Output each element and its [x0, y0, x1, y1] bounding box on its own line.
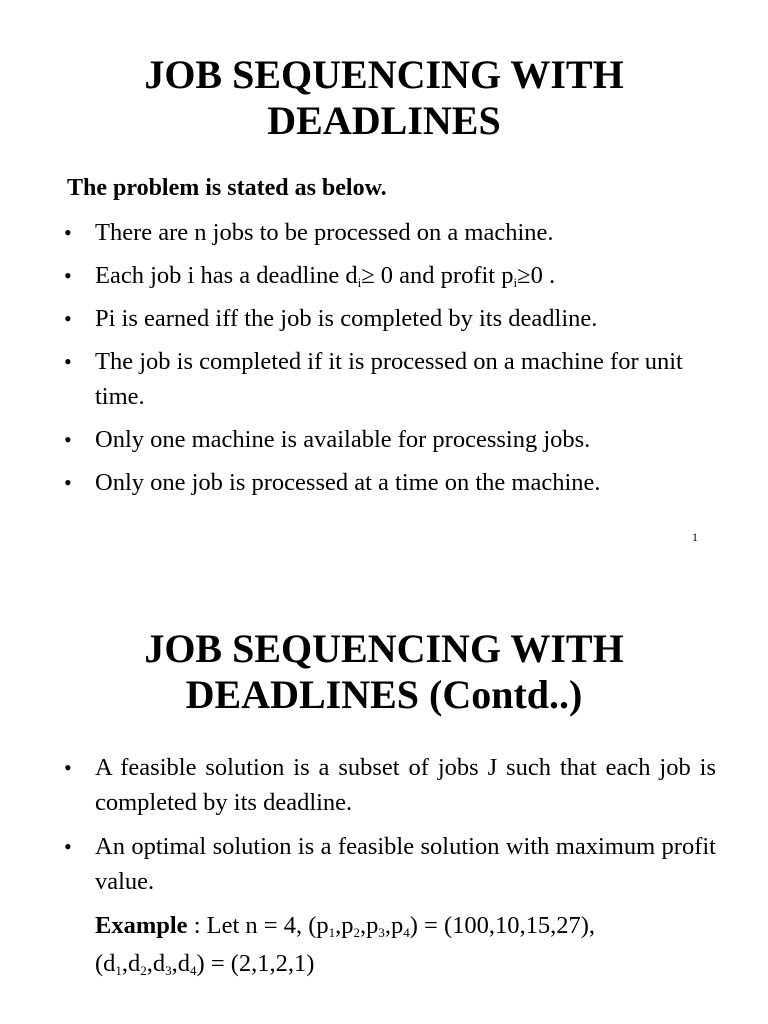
list-item	[62, 215, 716, 250]
problem-intro: The problem is stated as below.	[67, 175, 387, 201]
p-subscript: 2	[353, 925, 360, 940]
list-item	[62, 344, 716, 414]
list-item	[62, 750, 716, 820]
bullet-text: Only one machine is available for processing jobs.	[95, 426, 591, 453]
slide-2	[0, 512, 768, 1024]
example-label: Example	[95, 912, 188, 939]
slide-2-title	[0, 626, 768, 718]
bullet-text: An optimal solution is a feasible solution with maximum profit value.	[95, 833, 716, 895]
bullet-icon: •	[64, 834, 72, 859]
solution-bullet-list	[62, 750, 716, 908]
comma: ,	[360, 912, 367, 939]
d-subscript: 3	[165, 963, 172, 978]
deadline-text-mid: ≥ 0 and profit p	[361, 262, 514, 289]
comma: ,	[121, 950, 129, 977]
bullet-icon: •	[64, 427, 72, 452]
d-subscript: 2	[140, 963, 147, 978]
list-item	[62, 829, 716, 899]
slide-1-title-line-1: JOB SEQUENCING WITH	[144, 52, 624, 97]
bullet-text: There are n jobs to be processed on a machine.	[95, 219, 554, 246]
bullet-text: A feasible solution is a subset of jobs J such that each job is completed by its deadline.	[95, 754, 716, 816]
d-subscript: 1	[115, 963, 122, 978]
example-text-4: ) = (2,1,2,1)	[196, 950, 315, 977]
slide-1-title	[0, 52, 768, 144]
example-block: Example : Let n = 4, $(p_1,p_2,p_3,p_4) = (100,10,15,27)$, $(d_1,d_2,d_3,d_4) = (2,1,2,1)$	[95, 912, 596, 978]
p-subscript: 4	[403, 925, 410, 940]
deadline-bullet-text	[95, 262, 555, 289]
list-item	[62, 258, 716, 293]
p-subscript: 3	[378, 925, 385, 940]
example-text-3: (d	[95, 950, 116, 977]
profit-subscript: i	[513, 275, 518, 290]
bullet-text: Pi is earned iff the job is completed by its deadline.	[95, 305, 598, 332]
comma: ,	[335, 912, 342, 939]
comma: ,	[146, 950, 153, 977]
page-number: 1	[692, 530, 698, 544]
list-item	[62, 465, 716, 500]
list-item	[62, 422, 716, 457]
bullet-text: The job is completed if it is processed on a machine for unit time.	[95, 348, 683, 410]
bullet-icon: •	[64, 220, 72, 245]
comma: ,	[384, 912, 391, 939]
slide-2-title-line-1: JOB SEQUENCING WITH	[144, 626, 624, 671]
problem-bullet-list	[62, 215, 716, 508]
bullet-text: Only one job is processed at a time on the machine.	[95, 469, 601, 496]
d-subscript: 4	[190, 963, 197, 978]
list-item	[62, 301, 716, 336]
bullet-icon: •	[64, 470, 72, 495]
p-subscript: 1	[328, 925, 336, 940]
slide-2-title-line-2: DEADLINES (Contd..)	[185, 672, 583, 717]
example-text-1: : Let n = 4, (p	[187, 912, 329, 939]
deadline-subscript: i	[357, 275, 362, 290]
bullet-icon: •	[64, 263, 72, 288]
slide-1-title-line-2: DEADLINES	[267, 98, 501, 143]
bullet-icon: •	[64, 349, 72, 374]
bullet-icon: •	[64, 755, 72, 780]
example-text-2: ) = (100,10,15,27),	[409, 912, 596, 939]
deadline-text-pre: Each job i has a deadline d	[95, 262, 358, 289]
deadline-text-post: ≥0 .	[517, 262, 556, 289]
bullet-icon: •	[64, 306, 72, 331]
comma: ,	[171, 950, 178, 977]
